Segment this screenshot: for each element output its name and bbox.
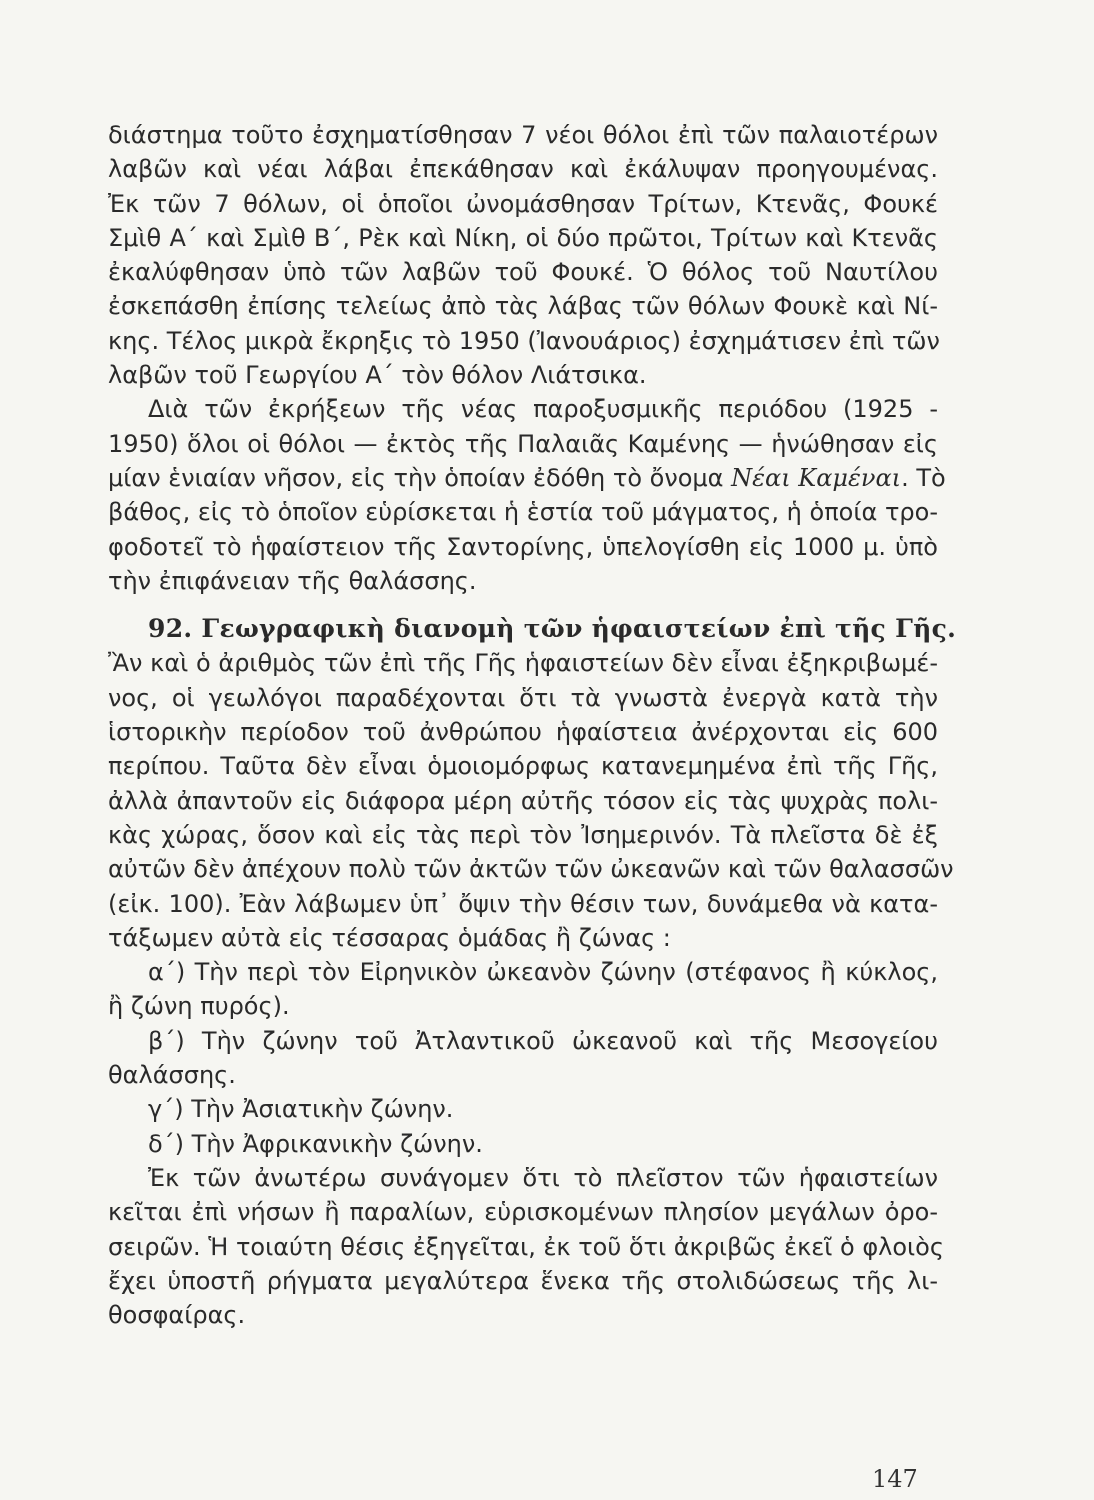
text-line: ἀλλὰ ἀπαντοῦν εἰς διάφορα μέρη αὐτῆς τόσον εἰς τὰς ψυχρὰς πολι- — [108, 786, 938, 815]
section-heading: 92. Γεωγραφικὴ διανομὴ τῶν ἡφαιστείων ἐπὶ τῆς Γῆς. — [148, 614, 957, 644]
paragraph-3 — [108, 646, 954, 955]
text-line: κεῖται ἐπὶ νήσων ἢ παραλίων, εὑρισκομένων πλησίον μεγάλων ὀρο- — [108, 1198, 938, 1227]
text-line: (εἰκ. 100). Ἐὰν λάβωμεν ὑπ᾿ ὄψιν τὴν θέσιν των, δυνάμεθα νὰ κατα- — [108, 889, 938, 918]
text-line: τὴν ἐπιφάνειαν τῆς θαλάσσης. — [108, 566, 477, 595]
italic-term: Νέαι Καμέναι — [731, 463, 902, 492]
paragraph-2 — [108, 392, 946, 598]
text-line: λαβῶν καὶ νέαι λάβαι ἐπεκάθησαν καὶ ἐκάλυψαν προηγουμένας. — [108, 155, 938, 184]
text-line: Σμὶθ Α΄ καὶ Σμὶθ Β΄, Ρὲκ καὶ Νίκη, οἱ δύο πρῶτοι, Τρίτων καὶ Κτενᾶς — [108, 223, 938, 252]
text-line: τάξωμεν αὐτὰ εἰς τέσσαρας ὁμάδας ἢ ζώνας : — [108, 923, 671, 952]
text-line: Ἐκ τῶν ἀνωτέρω συνάγομεν ὅτι τὸ πλεῖστον τῶν ἡφαιστείων — [148, 1163, 938, 1192]
text-line: νος, οἱ γεωλόγοι παραδέχονται ὅτι τὰ γνωστὰ ἐνεργὰ κατὰ τὴν — [108, 683, 938, 712]
text-line: Διὰ τῶν ἐκρήξεων τῆς νέας παροξυσμικῆς περιόδου (1925 - — [148, 395, 938, 424]
text-line: διάστημα τοῦτο ἐσχηματίσθησαν 7 νέοι θόλοι ἐπὶ τῶν παλαιοτέρων — [108, 121, 938, 149]
page-number: 147 — [872, 1465, 918, 1493]
list-item-a-continuation: ἢ ζώνη πυρός). — [108, 992, 290, 1021]
text-line: ἐκαλύφθησαν ὑπὸ τῶν λαβῶν τοῦ Φουκέ. Ὁ θόλος τοῦ Ναυτίλου — [108, 258, 938, 287]
page-body — [108, 118, 957, 1332]
text-line: ἱστορικὴν περίοδον τοῦ ἀνθρώπου ἡφαίστεια ἀνέρχονται εἰς 600 — [108, 718, 938, 747]
text-line: περίπου. Ταῦτα δὲν εἶναι ὁμοιομόρφως κατανεμημένα ἐπὶ τῆς Γῆς, — [108, 752, 938, 781]
list-item-d: δ΄) Τὴν Ἀφρικανικὴν ζώνην. — [148, 1129, 483, 1158]
text-line: βάθος, εἰς τὸ ὁποῖον εὑρίσκεται ἡ ἑστία τοῦ μάγματος, ἡ ὁποία τρο- — [108, 498, 938, 527]
text-line: Ἂν καὶ ὁ ἀριθμὸς τῶν ἐπὶ τῆς Γῆς ἡφαιστείων δὲν εἶναι ἐξηκριβωμέ- — [108, 649, 938, 678]
list-item-b: β΄) Τὴν ζώνην τοῦ Ἀτλαντικοῦ ὠκεανοῦ καὶ τῆς Μεσογείου — [148, 1026, 938, 1055]
text-line: λαβῶν τοῦ Γεωργίου Α΄ τὸν θόλον Λιάτσικα. — [108, 361, 647, 390]
text-line: θοσφαίρας. — [108, 1301, 246, 1330]
list-item-a: α΄) Τὴν περὶ τὸν Εἰρηνικὸν ὠκεανὸν ζώνην (στέφανος ἢ κύκλος, — [148, 958, 938, 987]
text-span: . Τὸ — [901, 463, 946, 492]
text-line: ἔχει ὑποστῆ ρήγματα μεγαλύτερα ἕνεκα τῆς στολιδώσεως τῆς λι- — [108, 1266, 938, 1295]
text-span: μίαν ἑνιαίαν νῆσον, εἰς τὴν ὁποίαν ἐδόθη τὸ ὄνομα — [108, 463, 732, 492]
zone-list — [108, 955, 938, 1161]
text-line: κὰς χώρας, ὅσον καὶ εἰς τὰς περὶ τὸν Ἰσημερινόν. Τὰ πλεῖστα δὲ ἐξ — [108, 820, 938, 849]
text-line: ἐσκεπάσθη ἐπίσης τελείως ἀπὸ τὰς λάβας τῶν θόλων Φουκὲ καὶ Νί- — [108, 292, 938, 321]
paragraph-4 — [108, 1161, 944, 1332]
text-line: Ἐκ τῶν 7 θόλων, οἱ ὁποῖοι ὠνομάσθησαν Τρίτων, Κτενᾶς, Φουκέ — [108, 189, 938, 218]
list-item-b-continuation: θαλάσσης. — [108, 1061, 236, 1090]
paragraph-1 — [108, 118, 938, 392]
text-line: σειρῶν. Ἡ τοιαύτη θέσις ἐξηγεῖται, ἐκ τοῦ ὅτι ἀκριβῶς ἐκεῖ ὁ φλοιὸς — [108, 1232, 944, 1261]
text-line: 1950) ὅλοι οἱ θόλοι — ἐκτὸς τῆς Παλαιᾶς Καμένης — ἡνώθησαν εἰς — [108, 429, 938, 458]
text-line: φοδοτεῖ τὸ ἡφαίστειον τῆς Σαντορίνης, ὑπελογίσθη εἰς 1000 μ. ὑπὸ — [108, 532, 938, 561]
text-line — [108, 461, 946, 495]
text-line: αὐτῶν δὲν ἀπέχουν πολὺ τῶν ἀκτῶν τῶν ὠκεανῶν καὶ τῶν θαλασσῶν — [108, 855, 954, 884]
text-line: κης. Τέλος μικρὰ ἔκρηξις τὸ 1950 (Ἰανουάριος) ἐσχημάτισεν ἐπὶ τῶν — [108, 326, 940, 355]
list-item-c: γ΄) Τὴν Ἀσιατικὴν ζώνην. — [148, 1095, 454, 1124]
section-gap — [108, 598, 938, 612]
